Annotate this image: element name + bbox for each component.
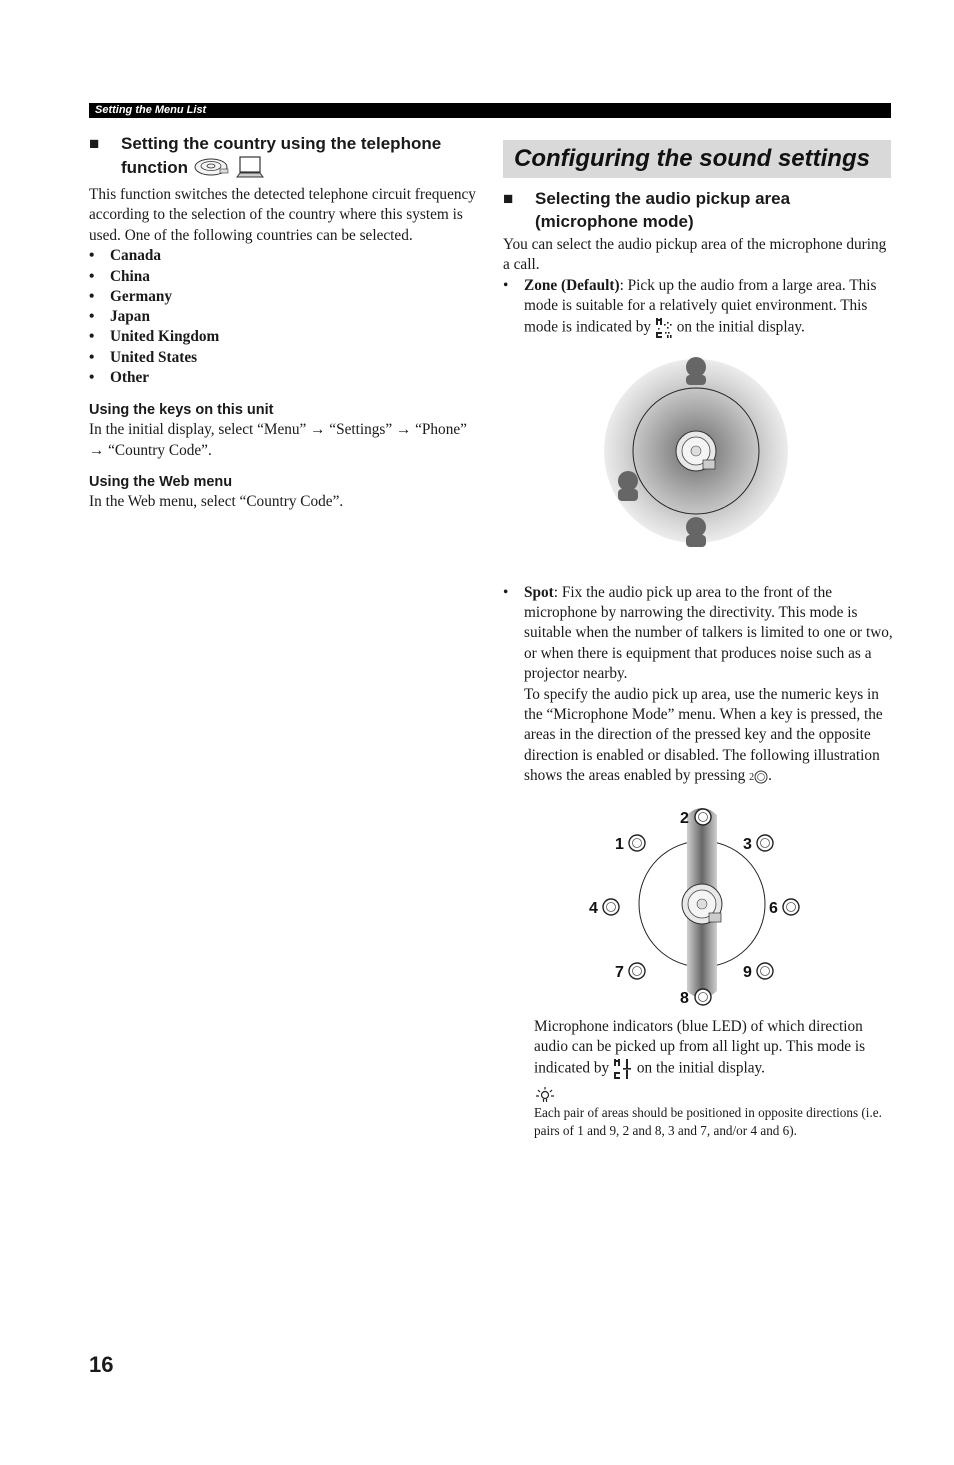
zone-text-end: on the initial display.: [676, 318, 805, 336]
list-item: • Germany: [89, 287, 173, 305]
laptop-icon: [236, 155, 264, 179]
country-heading: [89, 132, 479, 179]
country-heading-line2-row: [121, 155, 479, 179]
key-label-6: 6: [769, 899, 778, 917]
spot-text-2: To specify the audio pick up area, use the numeric keys in the “Microphone Mode” menu. When a key is pressed, the areas in the direction of the pressed key and the opposite direction is enabled or disabled. The following illustration shows the areas enabled by pressing: [524, 685, 883, 785]
zone-bullet: • Zone (Default): Pick up the audio from a large area. This mode is suitable for a relatively quiet environment. This mode is indicated by on the initial display.: [503, 276, 893, 339]
indicator-text: Microphone indicators (blue LED) of which direction audio can be picked up from all light up. This mode is indicated by: [534, 1017, 866, 1077]
zone-mode-indicator-icon: [655, 317, 673, 339]
key-button-1: [629, 835, 645, 851]
page-number: 16: [89, 1352, 114, 1377]
key-button-2: [695, 809, 711, 825]
heading-square-bullet: ■: [503, 189, 514, 208]
key-button-9: [757, 963, 773, 979]
key-label-2: 2: [680, 809, 689, 827]
key-label-4: 4: [589, 899, 598, 917]
key-button-icon: [754, 770, 768, 784]
keys-text: In the initial display, select “Menu” → “Settings” → “Phone” → “Country Code”.: [89, 421, 467, 459]
key-button-7: [629, 963, 645, 979]
key-label-3: 3: [743, 835, 752, 853]
key-button-3: [757, 835, 773, 851]
spot-bullet: • Spot: Fix the audio pick up area to the front of the microphone by narrowing the directivity. This mode is suitable when the number of talkers is limited to one or two, or when there is equipment that produces noise such as a projector nearby. To specify the audio pick up area, use the numeric keys in the “Microphone Mode” menu. When a key is pressed, the areas in the direction of the pressed key and the opposite direction is enabled or disabled. The following illustration shows the areas enabled by pressing 2 .: [503, 583, 893, 785]
key-label-8: 8: [680, 989, 689, 1007]
left-column: [89, 132, 479, 513]
spot-mode-indicator-icon: [613, 1058, 633, 1080]
zone-mode-illustration: [503, 355, 893, 555]
zone-text: : Pick up the audio from a large area. This mode is suitable for a relatively quiet environment. This mode is indicated by: [524, 276, 877, 336]
zone-label: Zone (Default): [524, 276, 620, 294]
key-label-1: 1: [615, 835, 624, 853]
tip-lightbulb-icon: [534, 1086, 556, 1104]
list-item: • United Kingdom: [89, 328, 220, 346]
country-heading-line1: Setting the country using the telephone: [121, 134, 442, 153]
web-text: In the Web menu, select “Country Code”.: [89, 493, 344, 511]
mic-mode-heading-line2: (microphone mode): [535, 212, 694, 231]
list-item: • United States: [89, 348, 198, 366]
country-list: [89, 246, 479, 388]
spot-text: : Fix the audio pick up area to the front of the microphone by narrowing the directivity. This mode is suitable when the number of talkers is limited to one or two, or when there is equipment that produces noise such as a projector nearby.: [524, 583, 893, 683]
indicator-paragraph: [503, 1017, 893, 1141]
mic-mode-intro: You can select the audio pickup area of the microphone during a call.: [503, 236, 887, 274]
key-button-8: [695, 989, 711, 1005]
key-label-7: 7: [615, 963, 624, 981]
right-column: [503, 140, 893, 1141]
list-item: • Other: [89, 369, 150, 386]
list-item: • Japan: [89, 308, 150, 326]
list-item: • China: [89, 267, 150, 285]
key-label-9: 9: [743, 963, 752, 981]
list-item: • Canada: [89, 247, 162, 265]
keys-subheading: Using the keys on this unit: [89, 402, 274, 419]
spot-label: Spot: [524, 583, 554, 601]
key-button-6: [783, 899, 799, 915]
country-intro: This function switches the detected telephone circuit frequency according to the selection of the country where this system is used. One of the following countries can be selected.: [89, 186, 476, 244]
key-2-label: 2: [749, 772, 755, 784]
running-header: Setting the Menu List: [89, 103, 891, 118]
spot-mode-illustration: [503, 801, 893, 1011]
country-heading-line2: function: [121, 157, 189, 177]
tip-note: Each pair of areas should be positioned in opposite directions (i.e. pairs of 1 and 9, 2 and 8, 3 and 7, and/or 4 and 6).: [534, 1104, 882, 1139]
mic-mode-heading-line1: Selecting the audio pickup area: [535, 189, 791, 208]
indicator-text-end: on the initial display.: [636, 1059, 766, 1077]
heading-square-bullet: ■: [89, 134, 100, 153]
section-title: Configuring the sound settings: [503, 140, 891, 178]
mic-mode-heading: [503, 187, 893, 233]
web-subheading: Using the Web menu: [89, 474, 233, 491]
speakerphone-icon: [193, 155, 233, 179]
key-button-4: [603, 899, 619, 915]
spot-text-end: .: [768, 767, 772, 785]
